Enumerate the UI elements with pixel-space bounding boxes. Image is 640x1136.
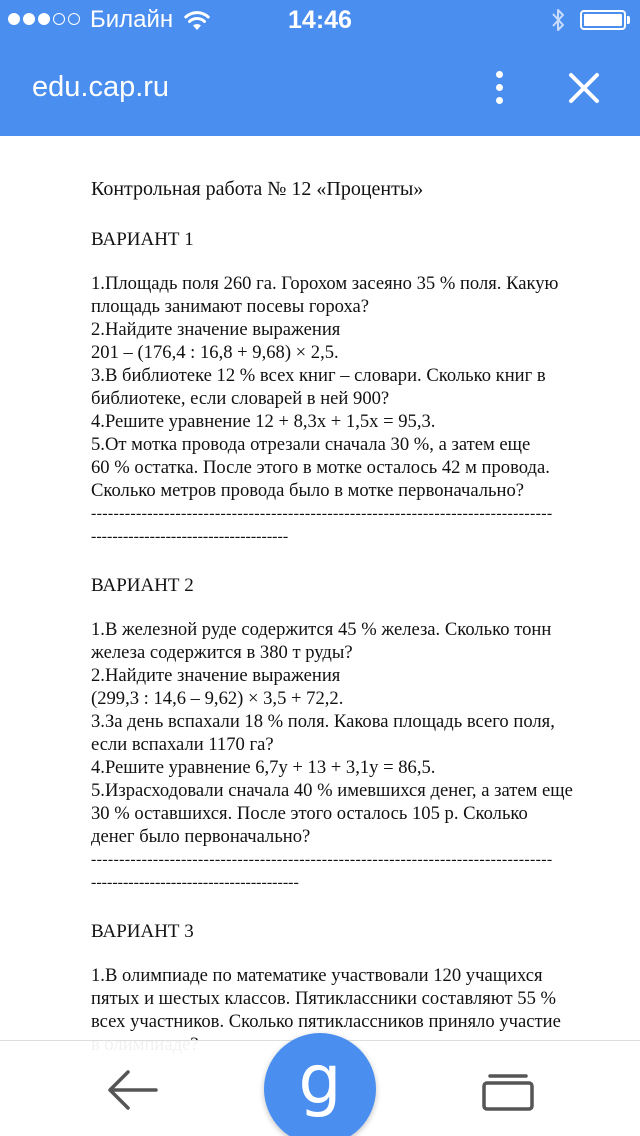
overflow-menu-button[interactable] (482, 62, 516, 112)
battery-icon (580, 10, 626, 30)
task-list (91, 618, 611, 848)
variant-1 (91, 228, 611, 548)
status-bar (0, 0, 640, 40)
task-line: 60 % остатка. После этого в мотке осталось 42 м провода. (91, 457, 550, 478)
separator-line: ---------------------------------------------------------------------------------- (91, 505, 553, 522)
task-line: 30 % оставшихся. После этого осталось 105 р. Сколько (91, 803, 528, 824)
battery-nub (627, 16, 630, 24)
separator-line: --------------------------------------- (91, 874, 299, 891)
task-line: 5.Израсходовали сначала 40 % имевшихся денег, а затем еще (91, 780, 573, 801)
task-line: железа содержится в 380 т руды? (91, 642, 353, 663)
dot-icon (496, 97, 503, 104)
page-url[interactable]: edu.cap.ru (32, 71, 170, 103)
task-line: 3.За день вспахали 18 % поля. Какова площадь всего поля, (91, 711, 555, 732)
document-title: Контрольная работа № 12 «Проценты» (91, 178, 424, 200)
google-search-button[interactable] (264, 1033, 376, 1136)
separator-line: ------------------------------------- (91, 528, 289, 545)
task-line: 1.Площадь поля 260 га. Горохом засеяно 35 % поля. Какую (91, 273, 559, 294)
task-line: Сколько метров провода было в мотке первоначально? (91, 480, 525, 501)
carrier-name: Билайн (90, 6, 174, 33)
status-time: 14:46 (288, 6, 352, 34)
task-line: 4.Решите уравнение 12 + 8,3х + 1,5х = 95,3. (91, 411, 436, 432)
document-content (91, 170, 611, 1056)
bluetooth-icon (551, 7, 565, 33)
variant-2 (91, 574, 611, 894)
task-line: площадь занимают посевы гороха? (91, 296, 370, 317)
task-line: 1.В железной руде содержится 45 % железа. Сколько тонн (91, 619, 552, 640)
task-line: (299,3 : 14,6 – 9,62) × 3,5 + 72,2. (91, 688, 344, 709)
close-icon[interactable] (564, 68, 604, 108)
task-line: 2.Найдите значение выражения (91, 665, 341, 686)
back-arrow-icon[interactable] (104, 1067, 160, 1113)
task-line: 5.От мотка провода отрезали сначала 30 %, а затем еще (91, 434, 531, 455)
task-line: 201 – (176,4 : 16,8 + 9,68) × 2,5. (91, 342, 339, 363)
task-line: если вспахали 1170 га? (91, 734, 274, 755)
separator-line: ---------------------------------------------------------------------------------- (91, 851, 553, 868)
task-line: 2.Найдите значение выражения (91, 319, 341, 340)
bottom-navigation-bar (0, 1040, 640, 1136)
task-line: библиотеке, если словарей в ней 900? (91, 388, 390, 409)
dot-icon (496, 71, 503, 78)
variant-heading: ВАРИАНТ 3 (91, 921, 194, 942)
task-line: всех участников. Сколько пятиклассников приняло участие (91, 1011, 561, 1032)
task-line: 3.В библиотеке 12 % всех книг – словари. Сколько книг в (91, 365, 546, 386)
dot-icon (496, 84, 503, 91)
task-line: денег было первоначально? (91, 826, 311, 847)
task-line: пятых и шестых классов. Пятиклассники составляют 55 % (91, 988, 557, 1009)
variant-heading: ВАРИАНТ 1 (91, 229, 194, 250)
task-line: 4.Решите уравнение 6,7у + 13 + 3,1у = 86,5. (91, 757, 436, 778)
variant-3 (91, 920, 611, 1056)
task-list (91, 272, 611, 502)
app-header (0, 0, 640, 136)
google-g-icon: g (298, 1041, 342, 1120)
browser-toolbar (0, 40, 640, 136)
tabs-icon[interactable] (482, 1071, 534, 1111)
variant-heading: ВАРИАНТ 2 (91, 575, 194, 596)
task-line: 1.В олимпиаде по математике участвовали 120 учащихся (91, 965, 543, 986)
